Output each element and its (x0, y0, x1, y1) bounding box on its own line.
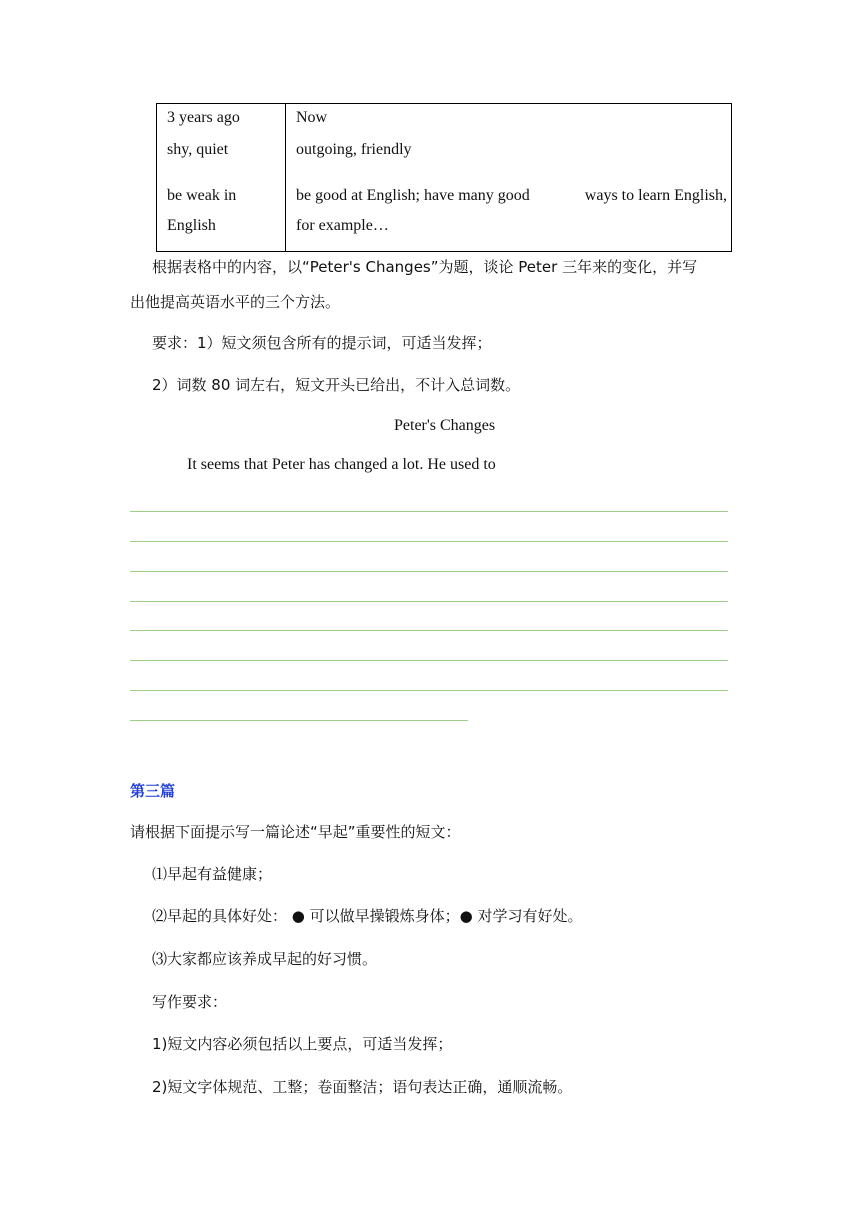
essay-title: Peter's Changes (394, 417, 496, 434)
writing-line (130, 720, 468, 721)
table-header-past: 3 years ago (157, 104, 286, 139)
instruction-line: 出他提高英语水平的三个方法。 (130, 293, 341, 311)
requirement-line: 要求：1）短文须包含所有的提示词，可适当发挥； (152, 334, 492, 352)
essay-prompt: 请根据下面提示写一篇论述“早起”重要性的短文： (130, 823, 461, 841)
point-line: ⑴早起有益健康； (152, 865, 273, 883)
table-cell (157, 179, 286, 252)
writing-line (130, 541, 728, 542)
writing-line (130, 511, 728, 512)
cell-text: be good at English; have many good (296, 187, 530, 204)
writing-line (130, 630, 728, 631)
cell-line (296, 181, 731, 211)
writing-line (130, 601, 728, 602)
table-header-now: Now (296, 109, 328, 126)
table-row (157, 138, 732, 179)
writing-line (130, 690, 728, 691)
table-cell (286, 179, 732, 252)
table-cell: outgoing, friendly (296, 141, 412, 158)
writing-line (130, 571, 728, 572)
requirement-line: 2）词数 80 词左右，短文开头已给出，不计入总词数。 (152, 376, 521, 394)
table-row (157, 104, 732, 139)
section-heading: 第三篇 (130, 782, 176, 800)
cell-text: be weak in English (167, 187, 237, 234)
instruction-line: 根据表格中的内容，以“Peter's Changes”为题，谈论 Peter 三年来的变化，并写 (152, 258, 698, 276)
writing-line (130, 660, 728, 661)
point-line: ⑶大家都应该养成早起的好习惯。 (152, 950, 378, 968)
cell-text: for example… (296, 217, 389, 234)
cell-text: ways to learn English, (584, 187, 727, 204)
table-row (157, 179, 732, 252)
requirement-line: 1)短文内容必须包括以上要点，可适当发挥； (152, 1035, 453, 1053)
table-cell: shy, quiet (157, 138, 286, 179)
requirement-line: 2)短文字体规范、工整；卷面整洁；语句表达正确，通顺流畅。 (152, 1078, 573, 1096)
changes-table (156, 103, 732, 252)
point-line: ⑵早起的具体好处： ● 可以做早操锻炼身体；● 对学习有好处。 (152, 907, 583, 925)
essay-opening: It seems that Peter has changed a lot. He used to (187, 456, 496, 473)
requirements-title: 写作要求： (152, 993, 228, 1011)
